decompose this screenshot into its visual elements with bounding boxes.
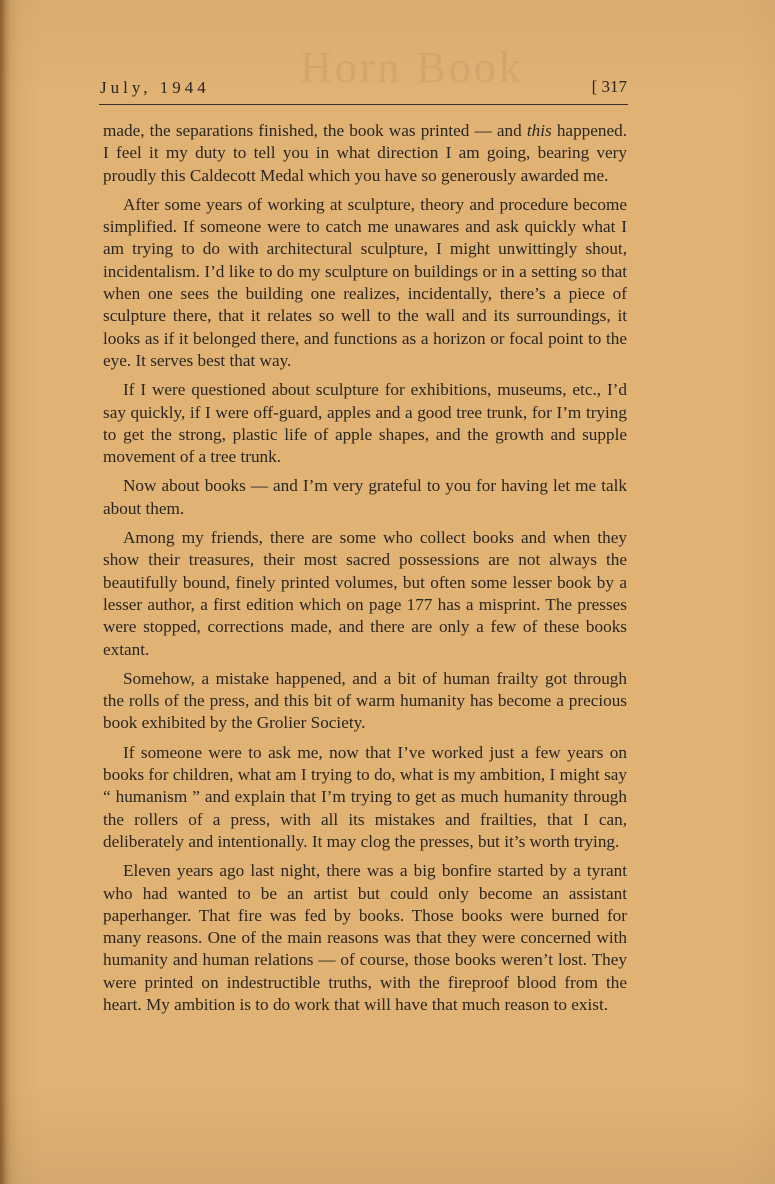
paragraph-text: Eleven years ago last night, there was a big bonfire started by a tyrant who had wanted to be an artist but could only become an assistant paperhanger. That fire was fed by books. Those books were burned for many reasons. One of the main reasons was that they were concerned with humanity and human relations — of course, those books weren’t lost. They were printed on indestructible truths, with the fireproof blood from the heart. My ambition is to do work that will have that much reason to exist. [103,861,627,1014]
paragraph-text: After some years of working at sculpture, theory and procedure become simplified. If someone were to catch me unawares and ask quickly what I am trying to do with architectural sculpture, I might unwittingly shout, incidentalism. I’d like to do my sculpture on buildings or in a setting so that when one sees the building one realizes, incidentally, there’s a piece of sculpture there, that it relates so well to the wall and its surroundings, it looks as if it belonged there, and functions as a horizon or focal point to the eye. It serves best that way. [103,194,627,370]
paragraph [103,475,627,520]
paragraph [103,742,627,853]
italic-text: this [526,121,552,140]
paragraph-text: Somehow, a mistake happened, and a bit of human frailty got through the rolls of the press, and this bit of warm humanity has become a precious book exhibited by the Grolier Society. [103,668,627,733]
running-head-date: July, 1944 [100,78,210,97]
paragraph [103,194,627,372]
paragraph-text: If I were questioned about sculpture for exhibitions, museums, etc., I’d say quickly, if I were off-guard, apples and a good tree trunk, for I’m trying to get the strong, plastic life of apple shapes, and the growth and supple movement of a tree trunk. [103,380,627,467]
bleed-through-text: Horn Book [300,43,524,92]
paragraph [103,668,627,735]
paragraph-text: Now about books — and I’m very grateful to you for having let me talk about them. [103,476,627,518]
paragraph [103,860,627,1016]
header-rule [99,104,628,105]
article-body [103,120,627,1023]
paragraph [103,120,627,187]
paragraph [103,527,627,661]
running-head [100,78,627,104]
paragraph-text: happened. I feel it my duty to tell you in what direction I am going, bearing very proudly this Caldecott Medal which you have so generously awarded me. [103,121,627,185]
paragraph-text: If someone were to ask me, now that I’ve worked just a few years on books for children, what am I trying to do, what is my ambition, I might say “ humanism ” and explain that I’m trying to get as much humanity through the rollers of a press, with all its mistakes and frailties, that I can, deliberately and intentionally. It may clog the presses, but it’s worth trying. [103,742,627,851]
paragraph-text: Among my friends, there are some who collect books and when they show their treasures, their most sacred possessions are not always the beautifully bound, finely printed volumes, but often some lesser book by a lesser author, a first edition which on page 177 has a misprint. The presses were stopped, corrections made, and there are only a few of these books extant. [103,528,627,659]
page-number: [ 317 [591,77,627,96]
paragraph-text: made, the separations finished, the book was printed — and [103,121,527,140]
binding-shadow [0,0,10,1184]
paragraph [103,379,627,468]
